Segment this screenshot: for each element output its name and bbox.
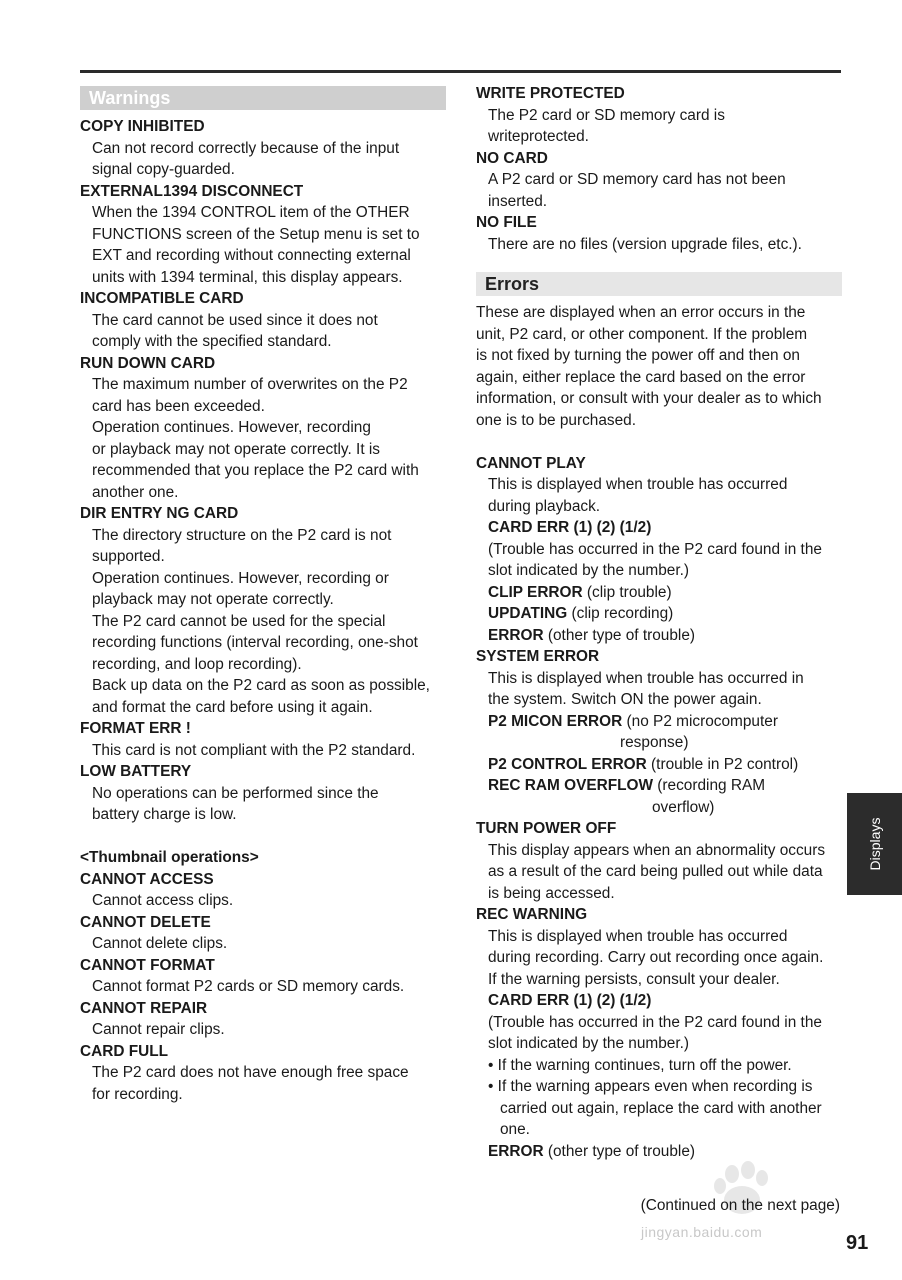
thumb-entry [80,998,446,1041]
term: TURN POWER OFF [476,820,617,837]
term: REC WARNING [476,906,588,923]
intro-line: unit, P2 card, or other component. If the problem [476,325,808,343]
term: CANNOT DELETE [80,913,211,931]
term: LOW BATTERY [80,763,192,780]
term: FORMAT ERR ! [80,720,191,737]
desc-line: Cannot delete clips. [92,935,228,952]
warning-entry [80,503,446,718]
desc-line: No operations can be performed since the [92,784,379,802]
desc-line: The maximum number of overwrites on the P2 [92,376,408,393]
sub-term: ERROR [488,626,544,644]
desc-line: supported. [92,548,165,565]
sub-term: REC RAM OVERFLOW [488,777,654,794]
desc-line: This display appears when an abnormality occurs [488,841,826,859]
intro-line: information, or consult with your dealer as to which [476,390,822,407]
desc-line: card has been exceeded. [92,397,265,415]
warning-entry [80,181,446,289]
desc-line: recording functions (interval recording, one-shot [92,634,418,651]
desc-line: another one. [92,483,179,501]
desc-line: The P2 card cannot be used for the special [92,612,386,630]
desc-line: Back up data on the P2 card as soon as possible, [92,677,430,694]
error-entry-system-error [476,646,842,818]
desc-line: inserted. [488,192,548,210]
desc-line: The P2 card does not have enough free space [92,1064,409,1081]
intro-line: These are displayed when an error occurs in the [476,304,806,321]
desc-line: during playback. [488,497,601,515]
watermark-text: jingyan.baidu.com [641,1224,763,1240]
sub-item [476,603,842,625]
sub-term: CARD ERR (1) (2) (1/2) [488,992,652,1009]
errors-intro [476,302,842,431]
intro-line: one is to be purchased. [476,411,637,429]
sub-item [476,775,842,797]
warning-entry [80,288,446,353]
intro-line: again, either replace the card based on the error [476,368,806,386]
desc-line: writeprotected. [488,128,589,145]
sub-desc: (recording RAM [653,777,766,794]
thumb-entry [80,1041,446,1106]
desc-line: or playback may not operate correctly. It is [92,440,380,458]
desc-line: The directory structure on the P2 card is not [92,526,392,544]
term: SYSTEM ERROR [476,648,600,665]
desc-line: (Trouble has occurred in the P2 card found in the [488,1013,822,1031]
desc-line: The P2 card or SD memory card is [488,106,725,124]
sub-item [476,582,842,604]
desc-line: Cannot format P2 cards or SD memory cards. [92,978,405,995]
thumb-entry [80,912,446,955]
top-rule [80,70,841,73]
right-column [476,83,842,1162]
displays-side-tab [847,793,902,895]
term: DIR ENTRY NG CARD [80,505,239,522]
desc-line: There are no files (version upgrade files, etc.). [488,235,802,253]
sub-term: UPDATING [488,605,568,622]
desc-line: This card is not compliant with the P2 standard. [92,741,416,759]
desc-line: is being accessed. [488,884,615,902]
sub-desc: (other type of trouble) [543,1142,696,1160]
sub-term: CARD ERR (1) (2) (1/2) [488,519,652,536]
desc-line: as a result of the card being pulled out while data [488,863,823,880]
desc-line: recording, and loop recording). [92,655,302,673]
warning-entry [476,148,842,213]
desc-line: The card cannot be used since it does not [92,311,378,329]
desc-line: slot indicated by the number.) [488,562,690,579]
desc-line: during recording. Carry out recording once again. [488,949,824,966]
left-column [80,83,446,1105]
sub-desc: (clip recording) [567,605,674,622]
desc-line: Cannot access clips. [92,892,234,909]
desc-line: recommended that you replace the P2 card with [92,462,419,479]
desc-line: comply with the specified standard. [92,333,332,350]
intro-line: is not fixed by turning the power off and then on [476,347,800,364]
sub-desc: response) [620,734,689,751]
thumb-entry [80,869,446,912]
term: EXTERNAL1394 DISCONNECT [80,182,304,200]
desc-line: A P2 card or SD memory card has not been [488,171,786,188]
term: CANNOT ACCESS [80,870,214,888]
term: CANNOT FORMAT [80,956,215,974]
term: CANNOT REPAIR [80,999,208,1017]
sub-term: P2 CONTROL ERROR [488,755,647,773]
term: RUN DOWN CARD [80,354,216,372]
desc-line: This is displayed when trouble has occurred in [488,669,804,687]
bullet-item: • If the warning continues, turn off the power. [488,1056,792,1074]
desc-line: the system. Switch ON the power again. [488,691,762,708]
bullet-item: • If the warning appears even when recording is carried out again, replace the card with another one. [488,1078,822,1138]
desc-line: (Trouble has occurred in the P2 card found in the [488,540,822,558]
term: NO CARD [476,149,548,167]
desc-line: signal copy-guarded. [92,161,235,178]
side-tab-label: Displays [866,817,883,871]
desc-line: for recording. [92,1085,183,1103]
warning-entry [476,212,842,255]
desc-line: EXT and recording without connecting external [92,247,411,264]
error-entry-cannot-play [476,453,842,647]
desc-line: When the 1394 CONTROL item of the OTHER [92,204,410,221]
desc-line: Can not record correctly because of the input [92,139,400,157]
desc-line: Operation continues. However, recording [92,419,371,436]
desc-line: battery charge is low. [92,806,237,823]
term: CARD FULL [80,1042,169,1060]
desc-line: slot indicated by the number.) [488,1035,690,1052]
page-number: 91 [846,1232,869,1254]
sub-desc: (other type of trouble) [543,626,696,644]
sub-desc: (clip trouble) [582,583,672,601]
term: INCOMPATIBLE CARD [80,290,244,307]
thumb-entry [80,955,446,998]
sub-item [476,754,842,776]
desc-line: FUNCTIONS screen of the Setup menu is set to [92,225,420,243]
desc-line: If the warning persists, consult your dealer. [488,970,780,988]
term: WRITE PROTECTED [476,85,625,102]
desc-line: This is displayed when trouble has occurred [488,927,788,945]
sub-desc: overflow) [652,798,715,816]
sub-term: CLIP ERROR [488,583,583,601]
warning-entry [80,761,446,826]
error-entry-rec-warning [476,904,842,1162]
warning-entry [80,116,446,181]
desc-line: and format the card before using it again. [92,698,373,716]
desc-line: Operation continues. However, recording or [92,569,389,587]
sub-desc: (trouble in P2 control) [646,755,799,773]
warnings-heading: Warnings [80,86,446,110]
sub-item [476,711,842,733]
term: CANNOT PLAY [476,454,586,472]
term: COPY INHIBITED [80,118,205,135]
desc-line: This is displayed when trouble has occurred [488,476,788,493]
errors-heading: Errors [476,272,842,296]
sub-item [476,625,842,647]
warning-entry [476,83,842,148]
desc-line: playback may not operate correctly. [92,591,334,608]
thumbnail-ops-heading: <Thumbnail operations> [80,849,259,866]
term: NO FILE [476,214,537,231]
warning-entry [80,353,446,504]
continued-note: (Continued on the next page) [640,1197,840,1214]
sub-term: P2 MICON ERROR [488,712,623,730]
desc-line: units with 1394 terminal, this display appears. [92,268,403,286]
error-entry-turn-power-off [476,818,842,904]
desc-line: Cannot repair clips. [92,1021,225,1038]
sub-term: ERROR [488,1142,544,1160]
sub-desc: (no P2 microcomputer [622,712,778,730]
warning-entry [80,718,446,761]
